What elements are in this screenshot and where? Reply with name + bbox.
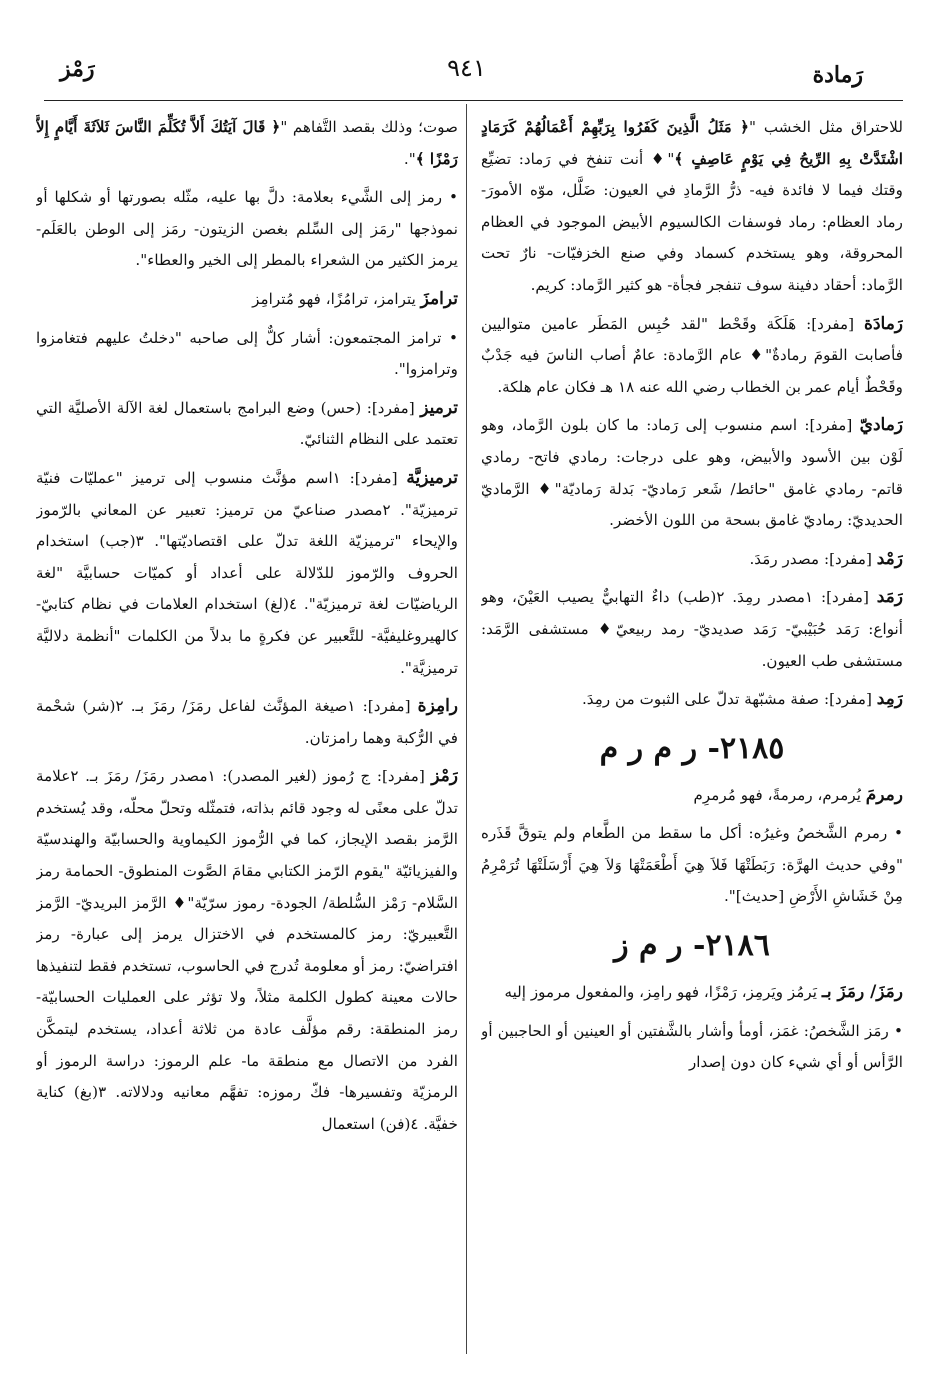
headword: رَمِد: [876, 689, 903, 710]
entry-taramaza-body: • ترامز المجتمعون: أشار كلٌّ إلى صاحبه "دخلتُ عليهم فتغامزوا وترامزوا".: [36, 328, 458, 379]
root-section-title: ٢١٨٦- ر م ز: [614, 928, 770, 964]
headword: رَمادَة: [864, 313, 903, 334]
headword: رمَزَ/ رمَزَ بـ: [821, 982, 903, 1003]
left-column: [36, 112, 458, 1357]
page-header: [40, 52, 893, 92]
entry-continuation: للاحتراق مثل الخشب "﴿ مَثَلُ الَّذِينَ كَفَرُوا بِرَبِّهِمْ أَعْمَالُهُمْ كَرَمَادٍ اشْتَدَّتْ بِهِ الرِّيحُ فِي يَوْمٍ عَاصِفٍ ﴾"♦ أنت تنفخ في رَماد: تضيِّع وقتك فيما لا فائدة فيه- ذرُّ الرَّمادِ في العيون: ضَلَّل، موّه الأمورَ- رماد العظام: رماد فوسفات الكالسيوم الأبيض الموجود في العظام المحروقة، وهو يستخدم كسماد وفي صنع الخزفيّات- نارٌ تحت الرَّماد: أحقاد دفينة سوف تنفجر فجأة- هو كثير الرَّماد: كريم.: [481, 118, 903, 294]
headword: رَمْد: [876, 548, 903, 569]
header-left-headword: رَمْز: [60, 56, 95, 82]
entry-sense: • رمز إلى الشَّيء بعلامة: دلَّ بها عليه، مثّله بصورتها أو شكلها أو نموذجها "رمَز إلى السِّلم بغصن الزيتون- رمَز إلى الوطن بالعَلَم- يرمز الكثير من الشعراء بالمطر إلى الخير والعطاء".: [36, 188, 458, 270]
header-right-headword: رَمادة: [812, 62, 863, 88]
entry-ramid: رَمِد [مفرد]: صفة مشبّهة تدلّ على الثبوت من رمِدَ.: [581, 689, 903, 710]
entry-ramd: رَمْد [مفرد]: مصدر رمَدَ.: [749, 548, 903, 569]
page-number: ٩٤١: [447, 54, 486, 82]
entry-ramiza: رامِزة [مفرد]: ١صيغة المؤنَّث لفاعل رمَزَ/ رمَزَ بـ. ٢(شر) شحْمة في الرُّكبة وهما رامزتان.: [36, 696, 458, 747]
headword: رمرمَ: [865, 784, 903, 805]
entry-ramram-body: • رمرم الشَّخصُ وغيرُه: أكل ما سقط من الطَّعام ولم يتوقَّ قَذَره "وفي حديث الهرَّة: رَبَطَتْهَا فَلاَ هِيَ أَطْعَمَتْهَا وَلاَ هِيَ أَرْسَلَتْهَا تُرَمْرِمُ مِنْ خَشَاشِ الأَرْضِ [حديث]".: [481, 824, 903, 906]
entry-ramram-head: رمرمَ يُرمرم، رمرمةً، فهو مُرمرِم: [693, 784, 903, 805]
entry-tarmeeziyya: ترميزيَّة [مفرد]: ١اسم مؤنَّث منسوب إلى ترميز "عمليّات فنيّة ترميزيّة". ٢مصدر صناعيّ من ترميز: تعبير عن المعاني بالرّموز والإيحاء "ترميزيّة اللغة تدلّ على اقتصاديّتها". ٣(جب) استخدام الحروف والرّموز للدّلالة على أعداد أو كميّات حسابيَّة "لغة الرياضيّات لغة ترميزيّة". ٤(لغ) استخدام العلامات في نظام كتابيّ- كالهيروغليفيَّة- للتَّعبير عن فكرةٍ ما بدلاً من الكلمات "أنظمة دلاليَّة ترميزيَّة".: [36, 467, 458, 677]
root-section-title: ٢١٨٥- ر م ر م: [599, 730, 785, 766]
right-column: [481, 112, 903, 1357]
entry-ramz: رَمْز [مفرد]: ج رُموز (لغير المصدر): ١مصدر رمَزَ/ رمَزَ بـ. ٢علامة تدلّ على معنًى له وجود قائم بذاته، فتمثّله وتحلّ محلّه، وقد يُستخدم الرَّمز بقصد الإيجاز، كما في الرُّموز الكيماوية والحسابيّة والهندسيّة والفيزيائيّة "يقوم الرّمز الكتابي مقامَ الصَّوت المنطوق- الحمامة رمز السَّلام- رَمْز السُّلطة/ الجودة- رموز سرّيّة"♦ الرَّمز البريديّ- الرَّمز التَّعبيريّ: رمز كالمستخدم في الاختزال يرمز إلى عبارة- رمز افتراضيّ: رمز أو معلومة تُدرج في الحاسوب، تستخدم فقط لتنفيذها حالات معينة كطول الكلمة مثلاً، ولا تؤثر على العمليات الحسابيّة- رمز المنطقة: رقم مؤلَّف عادة من ثلاثة أعداد، يستخدم ليتمكَّن الفرد من الاتصال مع منطقة ما- علم الرموز: دراسة الرموز أو الرمزيّة وتفسيرها- فكّ رموزه: تفهَّم معانيه ودلالاته. ٣(بغ) كناية خفيَّة. ٤(فن) استعمال: [36, 766, 458, 1133]
headword: رامِزة: [417, 696, 458, 717]
column-divider: [466, 104, 467, 1354]
entry-ramadi: رَماديّ [مفرد]: اسم منسوب إلى رَماد: ما كان بلون الرَّماد، وهو لَوْن بين الأسود والأبيض، وهو على درجات: رمادي فاتح- رمادي قاتم- رمادي غامق "حائط/ شَعر رَماديّ- بَدلة رَماديّة"♦ الرَّماديّ الحديديّ: رماديّ غامق بسحة من اللون الأخضر.: [481, 415, 903, 530]
entry-ramaza-head: رمَزَ/ رمَزَ بـ يَرمُز ويَرمِز، رَمْزًا، فهو رامِز، والمفعول مرموز إليه: [504, 982, 903, 1003]
quran-quote: ﴿ قَالَ آيَتُكَ أَلاَّ تُكَلِّمَ النَّاسَ ثَلاَثَةَ أَيَّامٍ إِلاَّ رَمْزًا ﴾: [36, 118, 458, 168]
entry-ramad: رَمَد [مفرد]: ١مصدر رمِدَ. ٢(طب) داءٌ التهابيٌّ يصيب العَيْنَ، وهو أنواع: رَمَد حُبَيْبيّ- رَمَد صديديّ- رمد ربيعيّ♦ مستشفى الرَّمَد: مستشفى طب العيون.: [481, 587, 903, 670]
headword: رَماديّ: [859, 415, 903, 436]
entry-ramaza-body: • رمَز الشَّخصُ: غمَز، أومأ وأشار بالشَّفتين أو العينين أو الحاجبين أو الرَّأس أو أي شيء كان دون إصدار: [481, 1021, 903, 1072]
headword: ترميزيَّة: [406, 467, 458, 488]
header-divider: [44, 100, 903, 101]
headword: رَمْز: [431, 766, 458, 787]
entry-ramada: رَمادَة [مفرد]: هَلَكَة وقَحْط "لقد حُبِس المَطَر عامين متواليين فأصابت القومَ رمادةٌ"♦ عام الرَّمادة: عامٌ أصاب الناسَ فيه جَدْبٌ وقَحْطٌ أيام عمر بن الخطاب رضي الله عنه ١٨ هـ فكان عام هلكة.: [481, 313, 903, 396]
entry-tarmeez: ترميز [مفرد]: (حس) وضع البرامج باستعمال لغة الآلة الأصليَّة التي تعتمد على النظام الثنائيّ.: [36, 397, 458, 449]
headword: رَمَد: [876, 587, 903, 608]
entry-taramaza-head: ترامزَ يترامز، ترامُزًا، فهو مُترامِز: [252, 288, 458, 309]
headword: ترميز: [420, 397, 458, 418]
headword: ترامزَ: [420, 288, 458, 309]
entry-continuation: صوت؛ وذلك بقصد التَّفاهم "﴿ قَالَ آيَتُكَ أَلاَّ تُكَلِّمَ النَّاسَ ثَلاَثَةَ أَيَّامٍ إِلاَّ رَمْزًا ﴾".: [36, 118, 458, 168]
quran-quote: ﴿ مَثَلُ الَّذِينَ كَفَرُوا بِرَبِّهِمْ أَعْمَالُهُمْ كَرَمَادٍ اشْتَدَّتْ بِهِ الرِّيحُ فِي يَوْمٍ عَاصِفٍ ﴾: [481, 118, 903, 168]
